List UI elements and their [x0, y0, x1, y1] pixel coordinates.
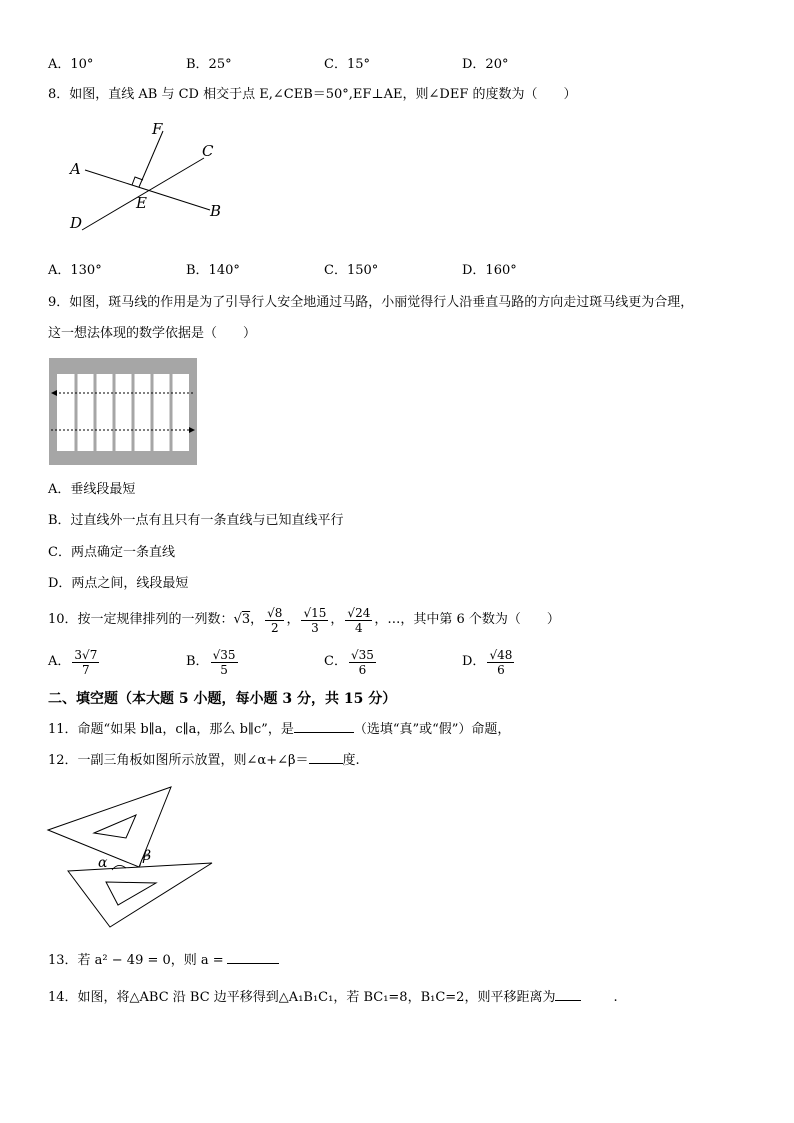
q7-option-c: C．15°: [324, 57, 370, 72]
q12-answer-blank[interactable]: [309, 751, 343, 764]
q10-option-b: B． $\frac{√35}{5}$: [186, 647, 236, 677]
q8-label-e: E: [136, 194, 147, 212]
q9-option-c: C．两点确定一条直线: [48, 545, 175, 560]
q10-seq-4: $\frac{√24}{4}$: [347, 605, 371, 635]
q7-option-d: D．20°: [462, 57, 509, 72]
q10-option-d: D． $\frac{√48}{6}$: [462, 647, 513, 677]
q10-option-c: C． $\frac{√35}{6}$: [324, 647, 374, 677]
q10-suffix: ，…，其中第 6 个数为（ ）: [374, 612, 560, 627]
q14: 14．如图，将△ABC 沿 BC 边平移得到△A₁B₁C₁，若 BC₁=8，B₁C=2，则平移距离为 .: [48, 990, 618, 1005]
zebra-crossing-figure: [49, 358, 197, 465]
triangle-set-squares-figure: [46, 782, 216, 932]
q7-option-b: B．25°: [186, 57, 232, 72]
q8-stem: 8．如图，直线 AB 与 CD 相交于点 E,∠CEB＝50°,EF⊥AE，则∠DEF 的度数为（ ）: [48, 87, 577, 102]
q10-stem: 10．按一定规律排列的一列数： √3 ， $\frac{√8}{2}$ ， $\frac{√15}{3}$ ， $\frac{√24}{4}$ ，…，其中第 6 个数为（ ）: [48, 605, 560, 635]
q7-option-a: A．10°: [48, 57, 94, 72]
q9-option-a: A．垂线段最短: [48, 482, 136, 497]
alpha-label: α: [98, 855, 108, 871]
q8-intersecting-lines-figure: [60, 118, 240, 233]
q14-answer-blank[interactable]: [555, 988, 581, 1001]
q8-option-b: B．140°: [186, 263, 240, 278]
q8-option-d: D．160°: [462, 263, 517, 278]
q9-option-d: D．两点之间，线段最短: [48, 576, 189, 591]
q10-seq-3: $\frac{√15}{3}$: [303, 605, 327, 635]
q9-stem-line2: 这一想法体现的数学依据是（ ）: [48, 326, 257, 341]
q8-label-b: B: [210, 202, 222, 220]
q10-prefix: 10．按一定规律排列的一列数：: [48, 612, 234, 627]
q8-option-c: C．150°: [324, 263, 379, 278]
q8-label-a: A: [70, 160, 81, 178]
q8-label-c: C: [202, 142, 214, 160]
q10-seq-2: $\frac{√8}{2}$: [267, 605, 283, 635]
q11-answer-blank[interactable]: [294, 720, 354, 733]
beta-label: β: [143, 848, 152, 864]
q13-answer-blank[interactable]: [227, 951, 279, 964]
q13: 13．若 a² − 49 = 0，则 a =: [48, 951, 279, 970]
q10-option-a: A． $\frac{3√7}{7}$: [48, 647, 98, 677]
q10-seq-1: √3: [233, 612, 251, 627]
section-2-heading: 二、填空题（本大题 5 小题，每小题 3 分，共 15 分）: [48, 691, 397, 707]
q9-stem-line1: 9．如图，斑马线的作用是为了引导行人安全地通过马路，小丽觉得行人沿垂直马路的方向走过斑马线更为合理，: [48, 295, 694, 310]
q8-label-f: F: [152, 120, 163, 138]
q9-option-b: B．过直线外一点有且只有一条直线与已知直线平行: [48, 513, 344, 528]
q8-label-d: D: [70, 214, 83, 232]
q8-option-a: A．130°: [48, 263, 102, 278]
q12: 12．一副三角板如图所示放置，则∠α+∠β＝ 度.: [48, 753, 360, 768]
q11: 11．命题“如果 b∥a，c∥a，那么 b∥c”，是 （选填“真”或“假”）命题，: [48, 722, 511, 737]
